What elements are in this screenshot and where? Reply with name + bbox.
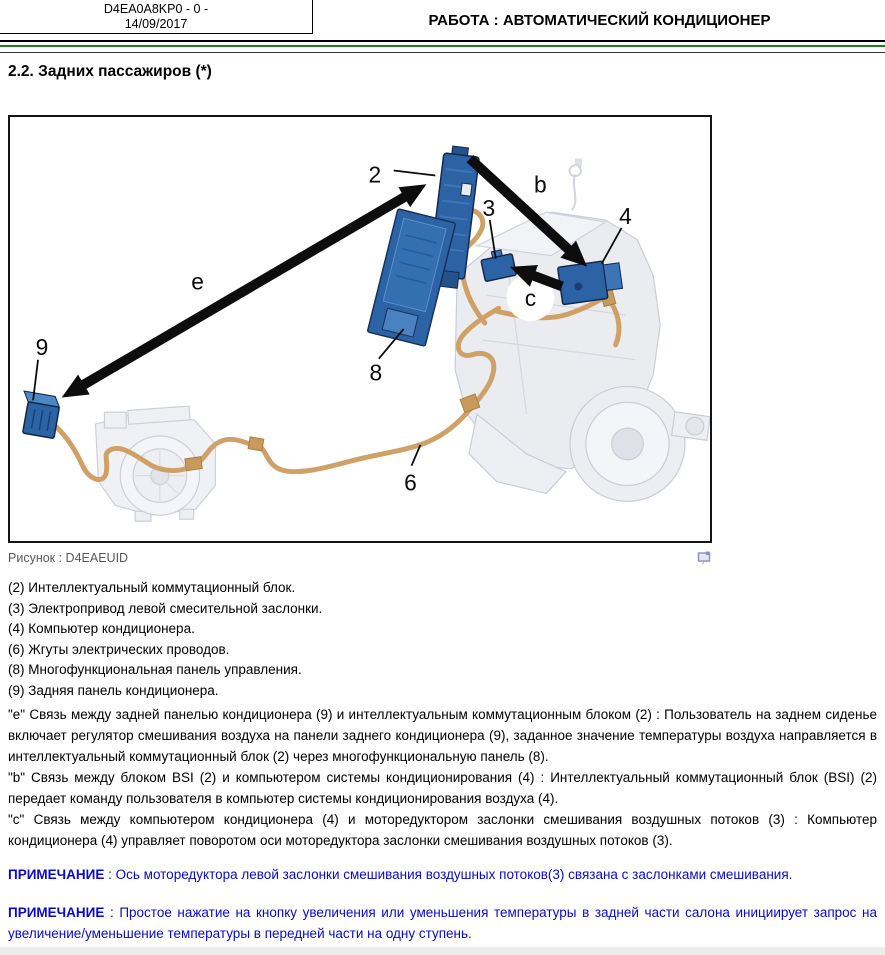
hvac-wiring-diagram <box>10 117 710 541</box>
callout-8: 8 <box>369 359 383 386</box>
legend-item-3: (3) Электропривод левой смесительной заслонки. <box>8 600 323 616</box>
note-1-separator: : <box>104 867 116 882</box>
note-2-separator: : <box>104 905 120 920</box>
note-1 <box>8 864 877 885</box>
figure-marker-icon[interactable] <box>696 550 712 566</box>
arrow-e <box>81 195 408 386</box>
document-reference: D4EA0A8KP0 - 0 - <box>103 1 209 16</box>
paragraph-link-b: "b" Связь между блоком BSI (2) и компьютером системы кондиционирования (4) : Интеллектуальный коммутационный блок (BSI) (2) передает команду пользователя в компьютер системы кондиционирования воздуха (4). <box>8 770 877 806</box>
paragraph-link-c: "c" Связь между компьютером кондиционера (4) и моторедуктором заслонки смешивания воздушных потоков (3) : Компьютер кондиционера (4) управляет поворотом оси моторедуктора заслонки смешивания воздушных потоков (3). <box>8 812 877 848</box>
rear-panel-connector <box>17 391 61 439</box>
bottom-grey-band <box>0 947 885 955</box>
section-heading: 2.2. Задних пассажиров (*) <box>8 63 212 80</box>
callout-3: 3 <box>482 195 496 222</box>
thin-divider <box>0 52 885 53</box>
legend-list <box>8 578 885 701</box>
callout-c: c <box>524 285 537 312</box>
legend-item-4: (4) Компьютер кондиционера. <box>8 621 195 636</box>
note-2 <box>8 902 877 944</box>
page-title: РАБОТА : АВТОМАТИЧЕСКИЙ КОНДИЦИОНЕР <box>428 11 771 29</box>
note-2-text: Простое нажатие на кнопку увеличения или уменьшения температуры в задней части салона инициирует запрос на увеличение/уменьшение температуры в передней части на одну ступень. <box>8 905 877 941</box>
legend-item-9: (9) Задняя панель кондиционера. <box>8 682 219 698</box>
callout-6: 6 <box>404 469 417 496</box>
description-paragraphs <box>8 704 877 851</box>
green-divider <box>0 45 885 47</box>
legend-item-8: (8) Многофункциональная панель управления. <box>8 662 302 677</box>
legend-item-6: (6) Жгуты электрических проводов. <box>8 641 230 657</box>
legend-item-2: (2) Интеллектуальный коммутационный блок. <box>8 580 296 595</box>
figure-caption-row <box>8 549 712 566</box>
callout-e: e <box>191 268 204 295</box>
paragraph-link-e: "e" Связь между задней панелью кондиционера (9) и интеллектуальным коммутационным блоком (2) : Пользователь на заднем сиденье включает регулятор смешивания воздуха на панели заднего кондиционера (9), заданное значение температуры воздуха направляется в интеллектуальный коммутационный блок (2) через многофункциональную панель (8). <box>8 707 877 764</box>
pigtail-wire <box>569 159 582 211</box>
note-2-label: ПРИМЕЧАНИЕ <box>8 905 105 920</box>
figure-frame <box>8 115 712 543</box>
callout-b: b <box>533 171 547 198</box>
callout-4: 4 <box>619 202 632 229</box>
note-1-text: Ось моторедуктора левой заслонки смешивания воздушных потоков(3) связана с заслонками смешивания. <box>115 867 793 882</box>
figure-caption: Рисунок : D4EAEUID <box>8 550 129 565</box>
document-date: 14/09/2017 <box>124 16 188 31</box>
document-reference-cell <box>0 0 313 34</box>
note-1-label: ПРИМЕЧАНИЕ <box>8 867 105 882</box>
page-header <box>0 0 885 42</box>
multifunction-panel <box>367 209 455 346</box>
callout-2: 2 <box>368 161 382 188</box>
callout-9: 9 <box>35 333 49 360</box>
